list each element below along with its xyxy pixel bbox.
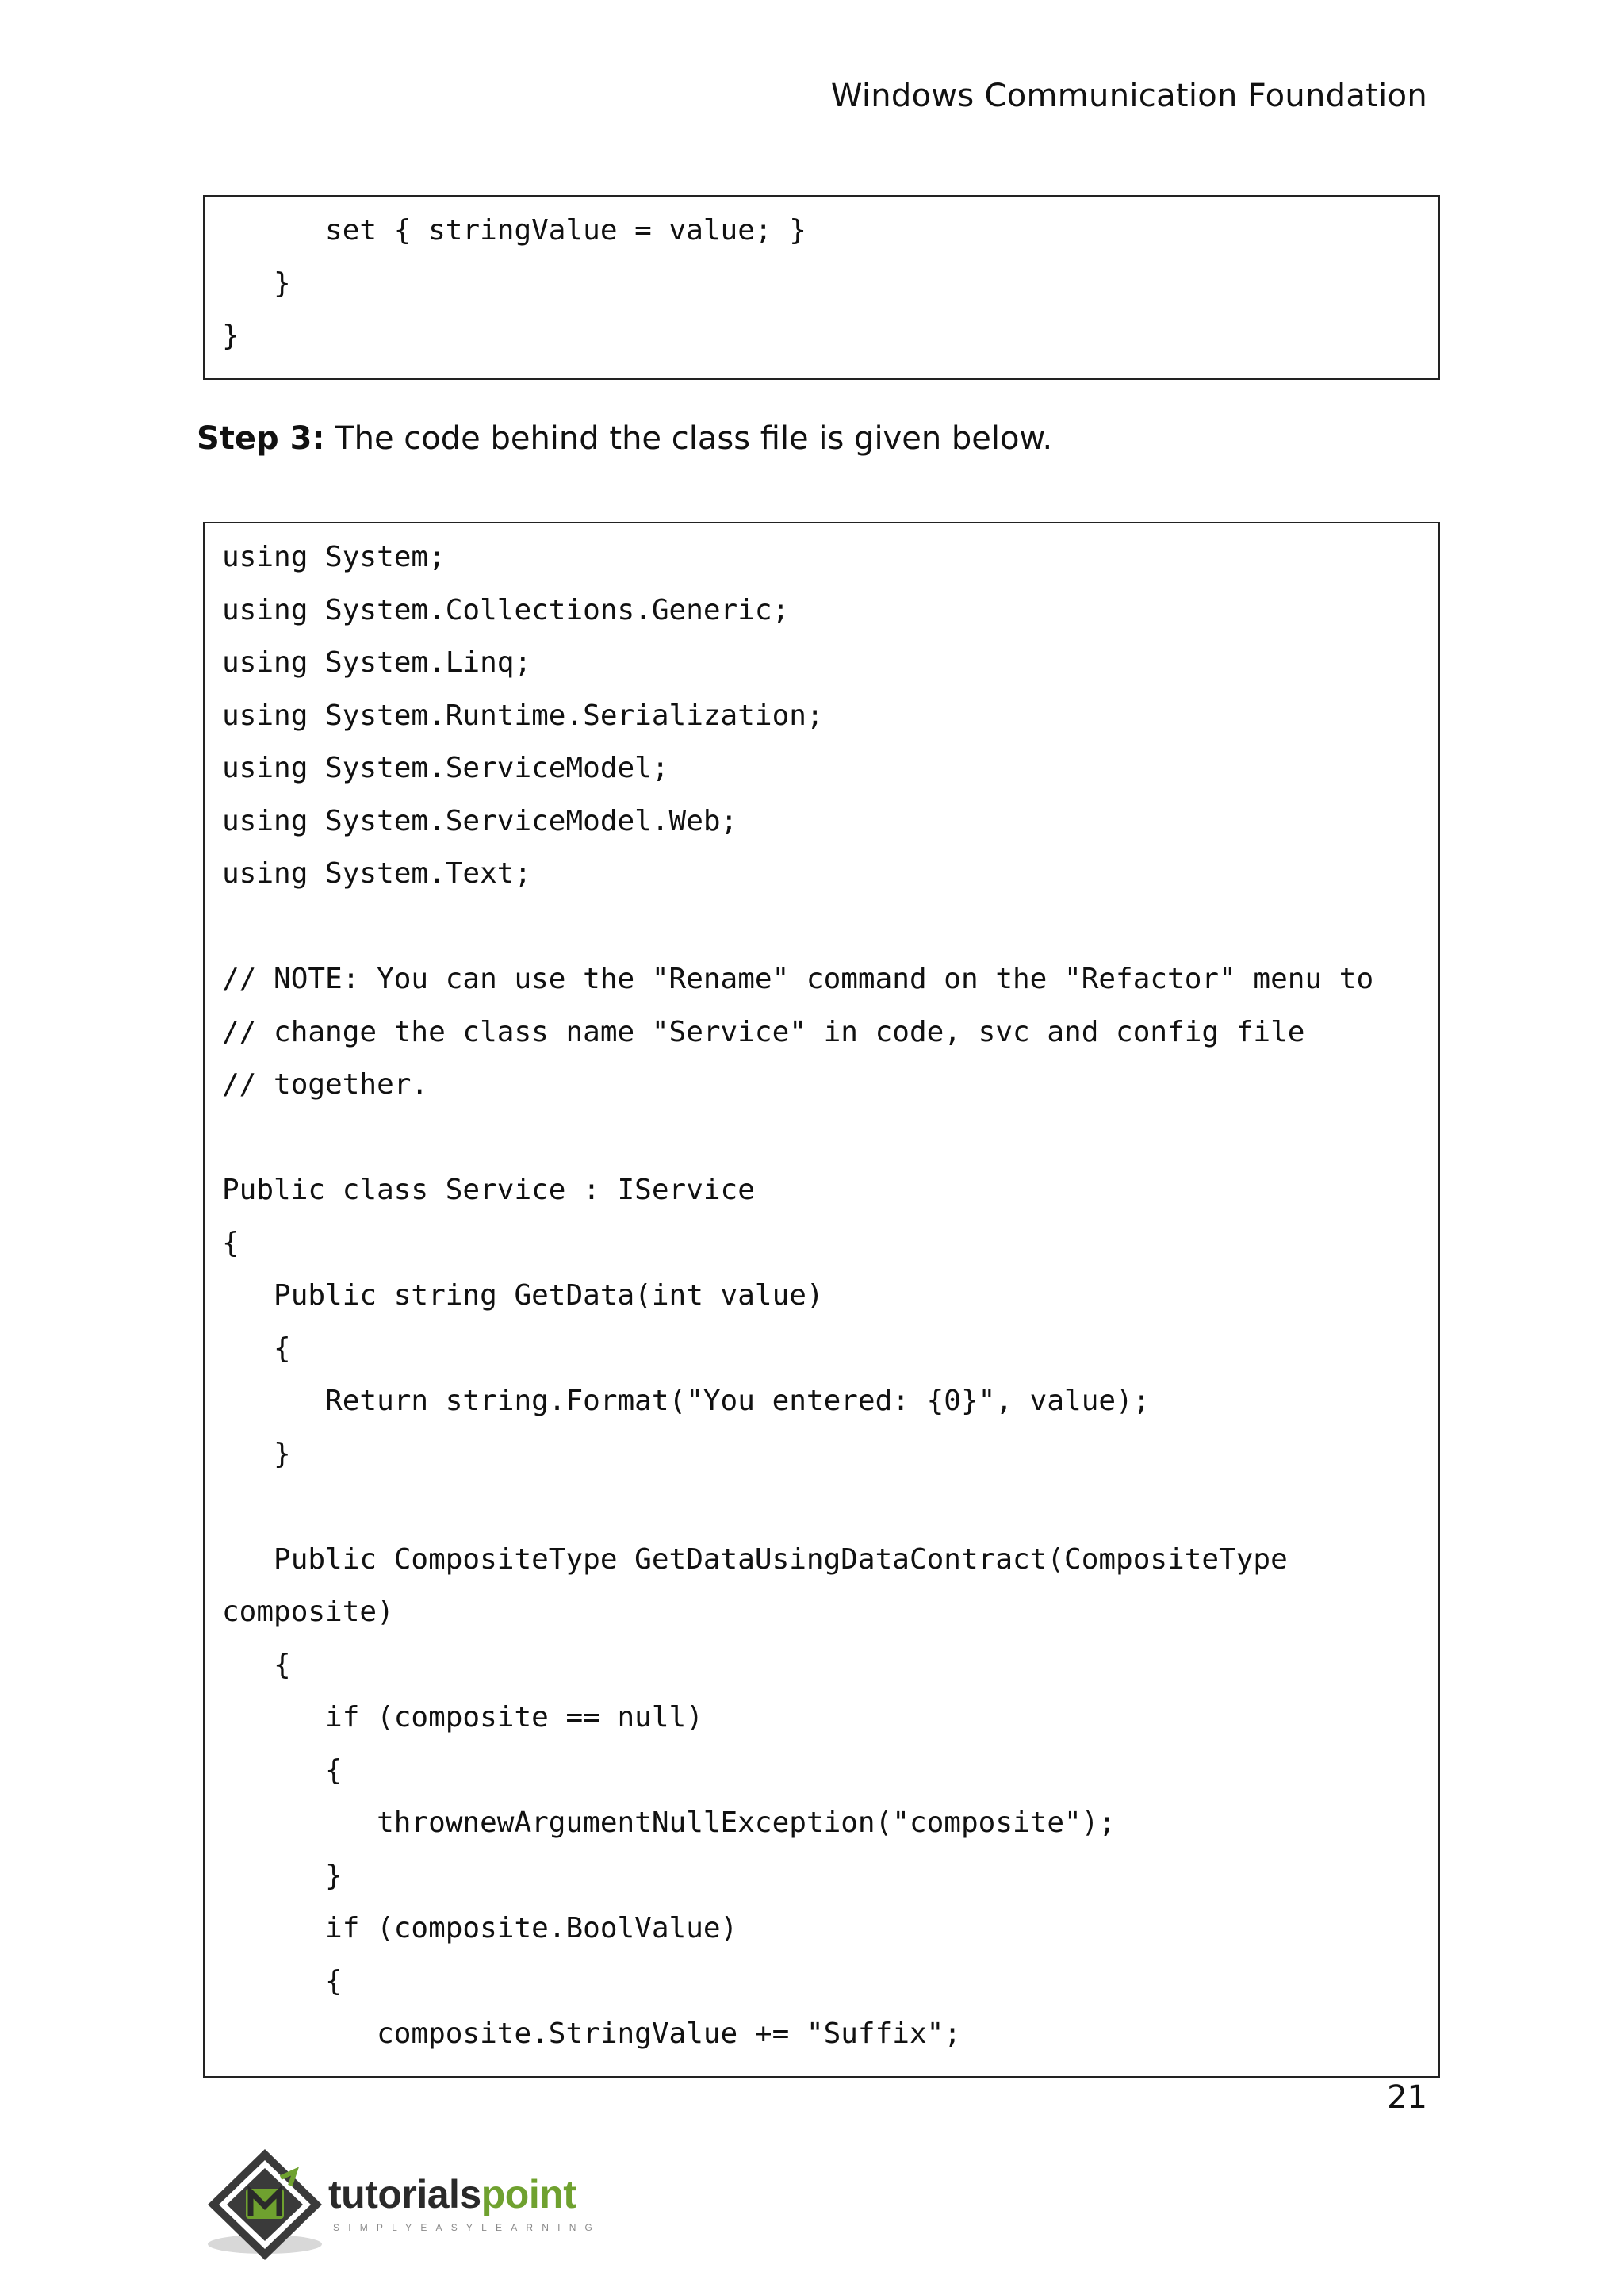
code-line: // NOTE: You can use the "Rename" command on the "Refactor" menu to <box>222 963 1374 995</box>
code-line: composite.StringValue += "Suffix"; <box>222 2017 961 2050</box>
code-line: { <box>222 1964 343 1998</box>
code-line <box>222 1481 1431 1534</box>
code-line: using System.Linq; <box>222 646 532 679</box>
step-description: The code behind the class file is given below. <box>324 420 1053 457</box>
code-lines <box>222 205 1431 363</box>
code-line: if (composite == null) <box>222 1701 703 1734</box>
code-lines <box>222 531 1431 2061</box>
code-line: thrownewArgumentNullException("composite"); <box>222 1806 1116 1839</box>
code-line <box>222 901 1431 954</box>
running-header-title: Windows Communication Foundation <box>830 78 1427 114</box>
code-line: Public CompositeType GetDataUsingDataContract(CompositeType <box>222 1542 1288 1576</box>
code-block-continued <box>203 195 1440 380</box>
code-line: if (composite.BoolValue) <box>222 1912 738 1944</box>
logo-diamond-icon <box>201 2143 328 2262</box>
code-line: // together. <box>222 1068 429 1101</box>
code-line: { <box>222 1753 343 1787</box>
code-line: using System.Collections.Generic; <box>222 593 790 626</box>
code-line: { <box>222 1226 239 1259</box>
logo-word-point: point <box>481 2172 576 2216</box>
code-line: // change the class name "Service" in code, svc and config file <box>222 1015 1305 1048</box>
code-line: { <box>222 1331 291 1365</box>
code-line: } <box>222 320 239 353</box>
code-line: Public string GetData(int value) <box>222 1279 824 1312</box>
code-line: using System.ServiceModel; <box>222 752 669 784</box>
code-line: composite) <box>222 1596 394 1628</box>
code-block-service-class <box>203 522 1440 2078</box>
logo-wordmark <box>328 2171 576 2217</box>
code-line: } <box>222 266 291 300</box>
code-line: using System.ServiceModel.Web; <box>222 804 738 837</box>
logo-tagline: SIMPLYEASYLEARNING <box>333 2222 602 2233</box>
code-line: using System; <box>222 541 446 573</box>
code-line: set { stringValue = value; } <box>222 214 806 247</box>
page-number: 21 <box>1387 2079 1427 2116</box>
code-line: using System.Runtime.Serialization; <box>222 699 824 732</box>
code-line: Return string.Format("You entered: {0}", value); <box>222 1385 1151 1417</box>
step-3-paragraph <box>197 420 1052 457</box>
code-line: { <box>222 1648 291 1681</box>
step-label: Step 3: <box>197 420 325 457</box>
code-line: } <box>222 1859 343 1892</box>
logo-word-tutorials: tutorials <box>328 2172 481 2216</box>
code-line: Public class Service : IService <box>222 1174 755 1206</box>
tutorialspoint-logo <box>201 2143 645 2262</box>
code-line: } <box>222 1437 291 1470</box>
code-line: using System.Text; <box>222 857 532 890</box>
code-line <box>222 1112 1431 1165</box>
